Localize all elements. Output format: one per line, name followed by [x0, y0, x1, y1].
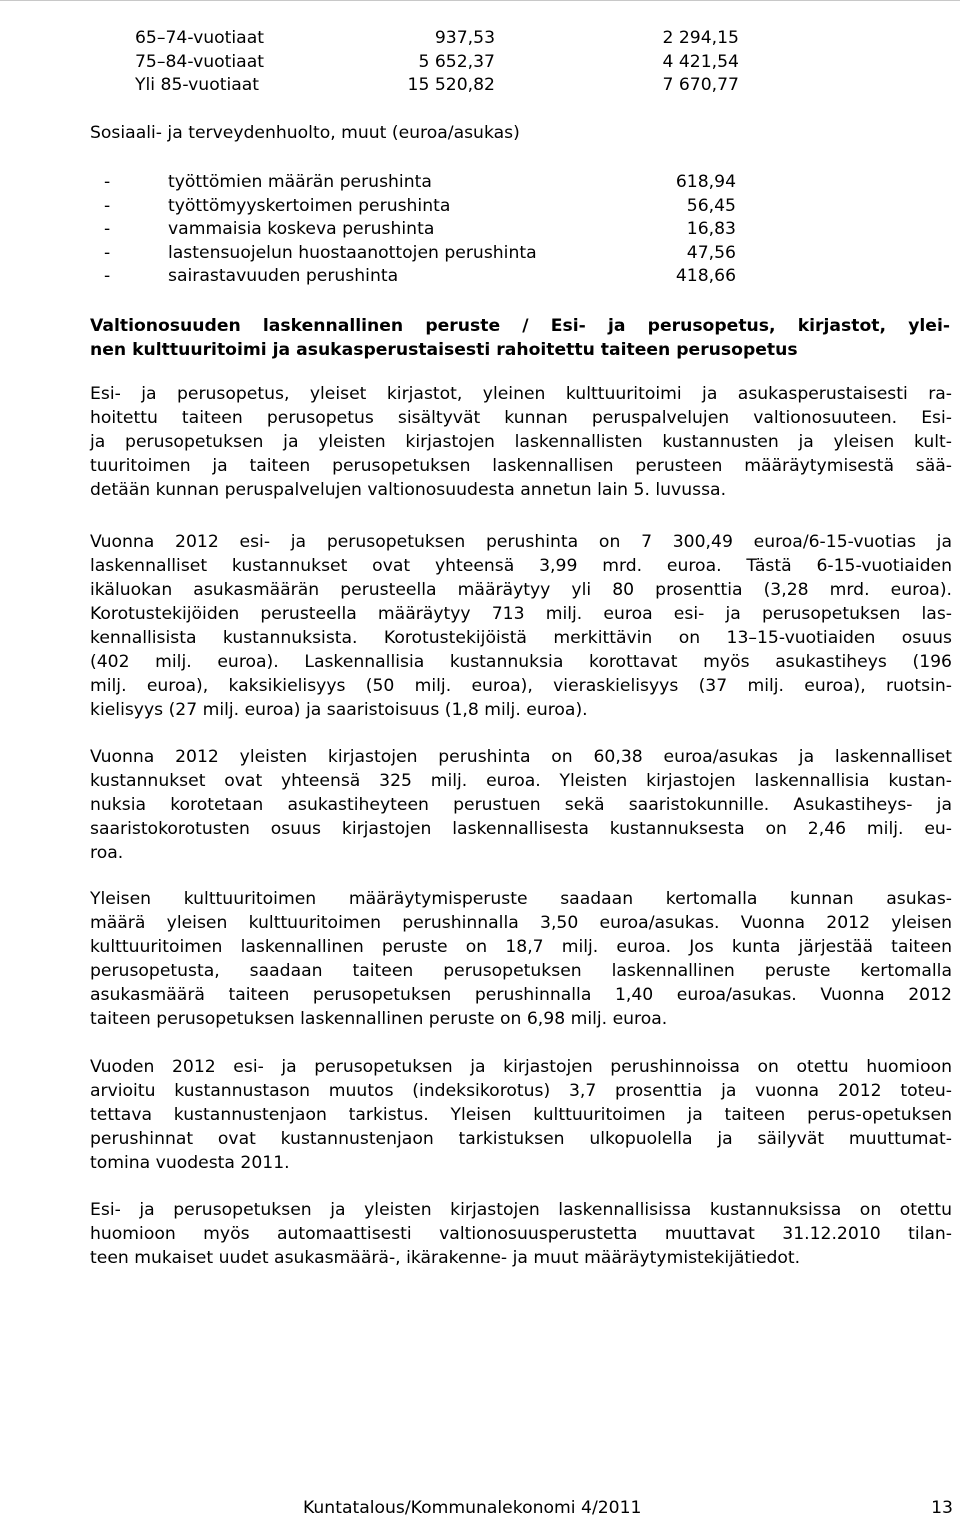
paragraph-line: tuuritoimen ja taiteen perusopetuksen laskennallisen perusteen määräytymisestä sää-: [90, 456, 952, 476]
paragraph-line: kulttuuritoimen laskennallinen peruste on 18,7 milj. euroa. Jos kunta järjestää taiteen: [90, 937, 952, 957]
age-row: [135, 27, 745, 51]
paragraph-line: Esi- ja perusopetus, yleiset kirjastot, yleinen kulttuuritoimi ja asukasperustaisesti ra-: [90, 384, 952, 404]
paragraph-line: Yleisen kulttuuritoimen määräytymisperuste saadaan kertomalla kunnan asukas-: [90, 889, 952, 909]
paragraph-line: milj. euroa), kaksikielisyys (50 milj. euroa), vieraskielisyys (37 milj. euroa), ruotsin-: [90, 676, 952, 696]
age-value-2: 2 294,15: [662, 28, 739, 48]
social-items-list: [104, 171, 744, 289]
dash-marker: -: [104, 219, 111, 239]
list-item: [104, 265, 744, 289]
paragraph-line: huomioon myös automaattisesti valtionosuusperustetta muuttavat 31.12.2010 tilan-: [90, 1224, 952, 1244]
paragraph-line: roa.: [90, 843, 124, 863]
heading-line: nen kulttuuritoimi ja asukasperustaisesti rahoitettu taiteen perusopetus: [90, 340, 798, 360]
age-label: 75–84-vuotiaat: [135, 51, 264, 72]
paragraph: [90, 1055, 952, 1175]
paragraph-line: detään kunnan peruspalvelujen valtionosuudesta annetun lain 5. luvussa.: [90, 480, 727, 500]
paragraph-line: arvioitu kustannustason muutos (indeksikorotus) 3,7 prosenttia ja vuonna 2012 toteu-: [90, 1081, 952, 1101]
paragraph-line: Esi- ja perusopetuksen ja yleisten kirjastojen laskennallisissa kustannuksissa on otettu: [90, 1200, 952, 1220]
paragraph: [90, 1198, 952, 1270]
paragraph-line: taiteen perusopetuksen laskennallinen peruste on 6,98 milj. euroa.: [90, 1009, 668, 1029]
paragraph-line: tomina vuodesta 2011.: [90, 1153, 290, 1173]
item-label: työttömyyskertoimen perushinta: [168, 195, 451, 216]
paragraph-line: kennallisista kustannuksista. Korotustekijöistä merkittävin on 13–15-vuotiaiden osuus: [90, 628, 952, 648]
age-label: Yli 85-vuotiaat: [135, 75, 260, 95]
paragraph-line: Korotustekijöiden perusteella määräytyy 713 milj. euroa esi- ja perusopetuksen las-: [90, 604, 952, 624]
list-item: [104, 171, 744, 195]
list-item: [104, 218, 744, 242]
footer-title: Kuntatalous/Kommunalekonomi 4/2011: [303, 1498, 642, 1518]
paragraph-line: asukasmäärä taiteen perusopetuksen perushinnalla 1,40 euroa/asukas. Vuonna 2012: [90, 985, 952, 1005]
paragraph: [90, 745, 952, 865]
age-row: [135, 51, 745, 75]
section-title-social: Sosiaali- ja terveydenhuolto, muut (euroa/asukas): [90, 123, 520, 143]
paragraph-line: ja perusopetuksen ja yleisten kirjastojen laskennallisten kustannusten ja yleisen kult-: [90, 432, 952, 452]
paragraph-line: kustannukset ovat yhteensä 325 milj. euroa. Yleisten kirjastojen laskennallisia kustan-: [90, 771, 952, 791]
item-value: 16,83: [686, 219, 736, 239]
paragraph-line: määrä yleisen kulttuuritoimen perushinnalla 3,50 euroa/asukas. Vuonna 2012 yleisen: [90, 913, 952, 933]
paragraph-line: perushinnat ovat kustannustenjaon tarkistuksen ulkopuolella ja säilyvät muuttumat-: [90, 1129, 952, 1149]
age-label: 65–74-vuotiaat: [135, 28, 264, 48]
list-item: [104, 242, 744, 266]
dash-marker: -: [104, 195, 111, 216]
item-label: lastensuojelun huostaanottojen perushinta: [168, 242, 537, 263]
age-value-1: 937,53: [434, 28, 495, 48]
paragraph-line: kielisyys (27 milj. euroa) ja saaristoisuus (1,8 milj. euroa).: [90, 700, 588, 720]
paragraph-line: tettava kustannustenjaon tarkistus. Yleisen kulttuuritoimen ja taiteen perus-opetuksen: [90, 1105, 952, 1125]
dash-marker: -: [104, 266, 111, 286]
item-label: työttömien määrän perushinta: [168, 172, 432, 192]
item-value: 618,94: [675, 172, 736, 192]
paragraph-line: ikäluokan asukasmäärän perusteella määräytyy yli 80 prosenttia (3,28 mrd. euroa).: [90, 580, 952, 600]
age-row: [135, 74, 745, 98]
paragraph-line: Vuonna 2012 yleisten kirjastojen perushinta on 60,38 euroa/asukas ja laskennalliset: [90, 747, 952, 767]
paragraph-line: (402 milj. euroa). Laskennallisia kustannuksia korottavat myös asukastiheys (196: [90, 652, 952, 672]
paragraph-line: perusopetusta, saadaan taiteen perusopetuksen laskennallinen peruste kertomalla: [90, 961, 952, 981]
paragraph-line: Vuoden 2012 esi- ja perusopetuksen ja kirjastojen perushinnoissa on otettu huomioon: [90, 1057, 952, 1077]
item-value: 56,45: [686, 195, 736, 216]
dash-marker: -: [104, 242, 111, 263]
age-table: [135, 27, 745, 98]
paragraph-line: nuksia korotetaan asukastiheyteen perustuen sekä saaristokunnille. Asukastiheys- ja: [90, 795, 952, 815]
paragraph-line: laskennalliset kustannukset ovat yhteensä 3,99 mrd. euroa. Tästä 6-15-vuotiaiden: [90, 556, 952, 576]
paragraph-line: hoitettu taiteen perusopetus sisältyvät kunnan peruspalvelujen valtionosuuteen. Esi-: [90, 408, 952, 428]
list-item: [104, 195, 744, 219]
paragraph: [90, 382, 952, 502]
heading-line: Valtionosuuden laskennallinen peruste / Esi- ja perusopetus, kirjastot, ylei-: [90, 316, 950, 336]
item-value: 418,66: [675, 266, 736, 286]
paragraph-line: teen mukaiset uudet asukasmäärä-, ikärakenne- ja muut määräytymistekijätiedot.: [90, 1248, 801, 1268]
dash-marker: -: [104, 172, 111, 192]
age-value-2: 4 421,54: [662, 51, 739, 72]
section-heading: [90, 314, 950, 362]
age-value-1: 5 652,37: [418, 51, 495, 72]
page-number: 13: [931, 1498, 953, 1518]
paragraph: [90, 530, 952, 722]
item-label: vammaisia koskeva perushinta: [168, 219, 435, 239]
age-value-2: 7 670,77: [662, 75, 739, 95]
item-value: 47,56: [686, 242, 736, 263]
age-value-1: 15 520,82: [407, 75, 495, 95]
paragraph-line: saaristokorotusten osuus kirjastojen laskennallisesta kustannuksesta on 2,46 milj. eu-: [90, 819, 952, 839]
top-rule: [0, 0, 960, 1]
paragraph: [90, 887, 952, 1031]
item-label: sairastavuuden perushinta: [168, 266, 399, 286]
paragraph-line: Vuonna 2012 esi- ja perusopetuksen perushinta on 7 300,49 euroa/6-15-vuotias ja: [90, 532, 952, 552]
